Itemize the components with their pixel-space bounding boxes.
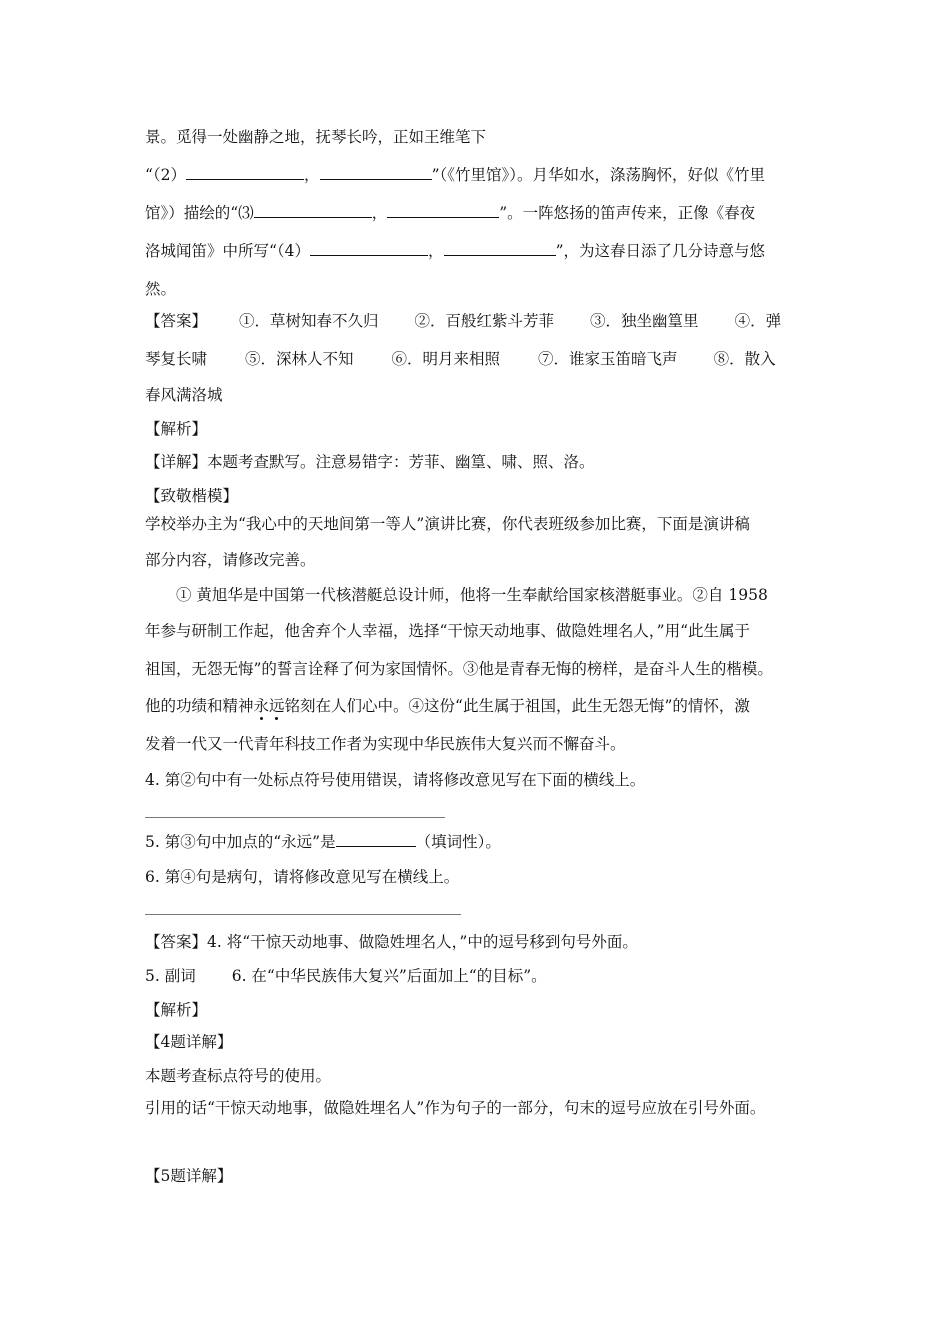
passage-line-2: 年参与研制工作起，他舍弃个人幸福，选择“干惊天动地事、做隐姓埋名人，”用“此生属于 <box>145 622 751 640</box>
poem-line-1: 景。觅得一处幽静之地，抚琴长吟，正如王维笔下 <box>145 128 487 146</box>
question-6: 6. 第④句是病句，请将修改意见写在横线上。 <box>145 868 460 886</box>
q4-detail-heading: 【4题详解】 <box>145 1033 233 1051</box>
fill-blank <box>186 165 304 180</box>
passage-line-4: 他的功绩和精神永远铭刻在人们心中。④这份“此生属于祖国，此生无怨无悔”的情怀，激 <box>145 697 750 715</box>
poem-line-2: “（2） ， ”（《竹里馆》）。月华如水，涤荡胸怀，好似《竹里 <box>145 166 765 184</box>
answer2-line-2: 5. 副词 6. 在“中华民族伟大复兴”后面加上“的目标”。 <box>145 967 547 985</box>
section2-heading: 【致敬楷模】 <box>145 487 239 505</box>
section2-intro-2: 部分内容，请修改完善。 <box>145 551 316 569</box>
passage-line-3: 祖国，无怨无悔”的誓言诠释了何为家国情怀。③他是青春无悔的榜样，是奋斗人生的楷模。 <box>145 660 773 678</box>
analysis2-label: 【解析】 <box>145 1001 208 1019</box>
emphasis-dot-char: 远 <box>269 697 285 715</box>
poem-line-5: 然。 <box>145 280 177 298</box>
question-5: 5. 第③句中加点的“永远”是 （填词性）。 <box>145 833 501 851</box>
emphasis-dot-char: 永 <box>253 697 270 715</box>
answer1-line-1: 【答案】 ①．草树知春不久归 ②．百般红紫斗芳菲 ③．独坐幽篁里 ④．弹 <box>145 312 782 330</box>
question-4: 4. 第②句中有一处标点符号使用错误，请将修改意见写在下面的横线上。 <box>145 771 646 789</box>
q4-detail-line-1: 本题考查标点符号的使用。 <box>145 1067 332 1085</box>
poem-line-4: 洛城闻笛》中所写“（4） ， ”，为这春日添了几分诗意与悠 <box>145 242 765 260</box>
fill-blank <box>444 241 556 256</box>
answer-line <box>145 817 445 818</box>
fill-blank <box>387 203 499 218</box>
q5-detail-heading: 【5题详解】 <box>145 1167 233 1185</box>
analysis1-detail: 【详解】本题考查默写。注意易错字：芳菲、幽篁、啸、照、洛。 <box>145 453 595 471</box>
analysis1-label: 【解析】 <box>145 420 208 438</box>
answer2-line-1: 【答案】4. 将“干惊天动地事、做隐姓埋名人，”中的逗号移到句号外面。 <box>145 933 638 951</box>
answer-line <box>145 914 461 915</box>
answer1-line-2: 琴复长啸 ⑤．深林人不知 ⑥．明月来相照 ⑦．谁家玉笛暗飞声 ⑧．散入 <box>145 350 776 368</box>
answer1-line-3: 春风满洛城 <box>145 386 223 404</box>
q4-detail-line-2: 引用的话“干惊天动地事，做隐姓埋名人”作为句子的一部分，句末的逗号应放在引号外面。 <box>145 1099 766 1117</box>
section2-intro-1: 学校举办主为“我心中的天地间第一等人”演讲比赛，你代表班级参加比赛，下面是演讲稿 <box>145 515 750 533</box>
passage-line-5: 发着一代又一代青年科技工作者为实现中华民族伟大复兴而不懈奋斗。 <box>145 735 626 753</box>
fill-blank <box>254 203 372 218</box>
poem-line-3: 馆》）描绘的“⑶ ， ”。一阵悠扬的笛声传来，正像《春夜 <box>145 204 756 222</box>
fill-blank <box>336 832 416 847</box>
fill-blank <box>320 165 432 180</box>
fill-blank <box>310 241 428 256</box>
passage-line-1: ① 黄旭华是中国第一代核潜艇总设计师，他将一生奉献给国家核潜艇事业。②自 1958 <box>176 586 768 604</box>
